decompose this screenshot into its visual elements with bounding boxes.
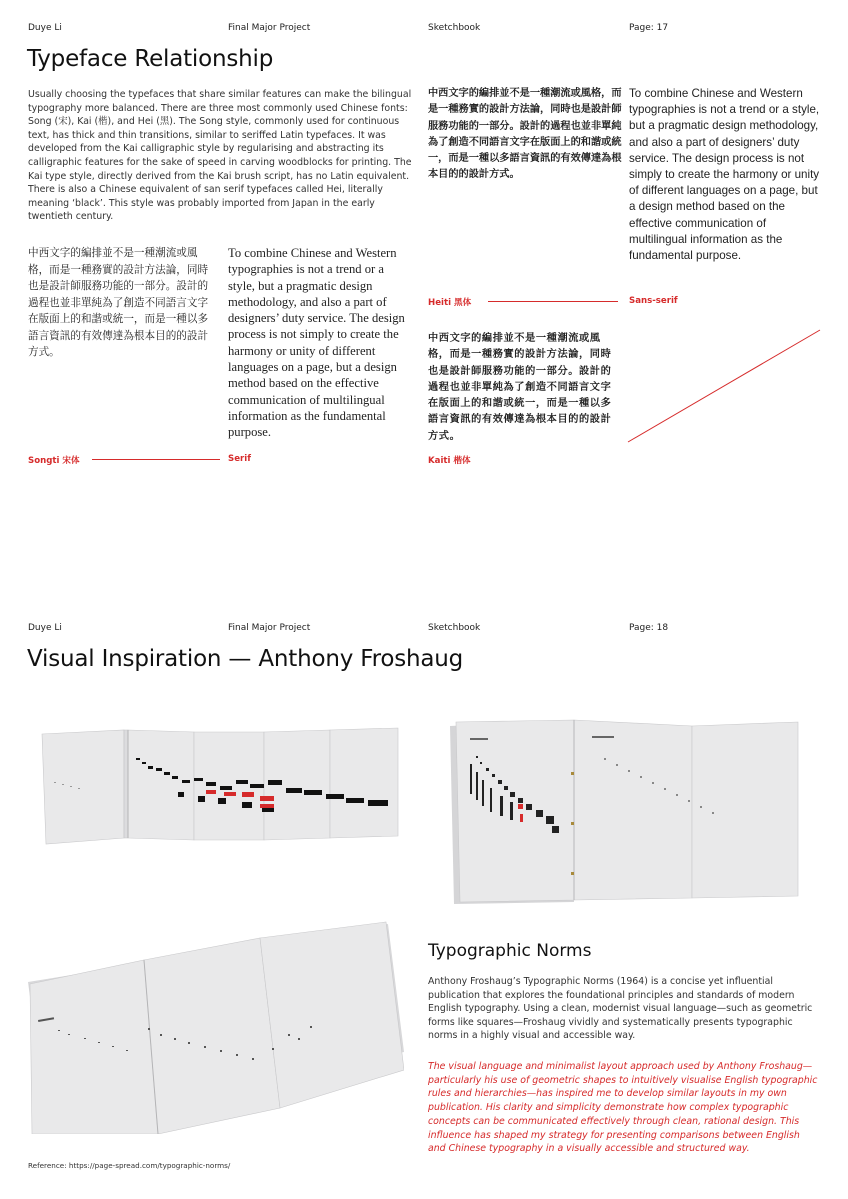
reflection-paragraph: The visual language and minimalist layout approach used by Anthony Froshaug—particularly his use of geometric shapes to intuitively visualise English typographic rules and hierarchies—has inspired me to develop similar layouts in my own publication. His clarity and simplicity demonstrate how complex typographic concepts can be communicated effectively through clean, rational design. This influence has shaped my strategy for presenting comparisons between English and Chinese typography in a visually accessible and structured way. xyxy=(428,1061,818,1155)
section-subtitle: Typographic Norms xyxy=(428,941,592,961)
kaiti-sample-text: 中西文字的編排並不是一種潮流或風格，而是一種務實的設計方法論，同時也是設計師服務功能的一部分。設計的過程也並非單純為了創造不同語言文字在版面上的和諧或統一，而是一種以多語言資訊的有效傳達為根本目的的設計方式。 xyxy=(428,332,612,442)
page-title: Typeface Relationship xyxy=(27,46,274,72)
sans-serif-label: Sans-serif xyxy=(629,296,678,306)
songti-serif-connector xyxy=(92,459,220,460)
header-book: Sketchbook xyxy=(428,23,481,33)
intro-paragraph: Usually choosing the typefaces that share similar features can make the bilingual typography more balanced. There are three most commonly used Chinese fonts: Song (宋), Kai (楷), and Hei (黑). The Song style, commonly used for continuous text, has thick and thin transitions, similar to seriffed Latin typefaces. It was developed from the Kai calligraphic style by regularising and abstracting its calligraphic features for the sake of speed in carving woodblocks for printing. The Kai type style, directly derived from the Kai brush script, has no Latin equivalent. There is also a Chinese equivalent of san serif typefaces called Hei, literally meaning ‘black’. This style was probably imported from Japan in the early twentieth century. xyxy=(28,89,412,223)
description-paragraph: Anthony Froshaug’s Typographic Norms (1964) is a concise yet influential publication that explores the foundational principles and standards of modern English typography. Using a clean, modernist visual language—such as geometric forms like squares—Froshaug vividly and systematically presents typographic norms in a highly visual and accessible way. xyxy=(428,976,813,1042)
froshaug-angled-spread-photo xyxy=(28,920,404,1134)
serif-sample-text: To combine Chinese and Western typographies is not a trend or a style, but a pragmatic design methodology, and also a part of designers’ duty service. The design process is not simply to create the harmony or unity of different languages on a page, but a design method based on the effective communication of multilingual information as the fundamental purpose. xyxy=(228,246,405,440)
header-author: Duye Li xyxy=(28,23,62,33)
songti-sample-text: 中西文字的編排並不是一種潮流或風格，而是一種務實的設計方法論，同時也是設計師服務功能的一部分。設計的過程也並非單純為了創造不同語言文字在版面上的和諧或統一，而是一種以多語言資訊的有效傳達為根本目的的設計方式。 xyxy=(28,247,209,358)
songti-label: Songti 宋体 xyxy=(28,456,80,466)
froshaug-book-spread-photo xyxy=(440,712,812,912)
froshaug-foldout-photo xyxy=(28,720,404,852)
header-page-number: Page: 18 xyxy=(629,623,669,633)
page-title: Visual Inspiration — Anthony Froshaug xyxy=(27,646,464,672)
serif-label: Serif xyxy=(228,454,251,464)
kaiti-label: Kaiti 楷体 xyxy=(428,456,471,466)
header-page-number: Page: 17 xyxy=(629,23,669,33)
no-equivalent-diagonal xyxy=(626,328,822,444)
heiti-label: Heiti 黑体 xyxy=(428,298,472,308)
header-book: Sketchbook xyxy=(428,623,481,633)
header-project: Final Major Project xyxy=(228,23,311,33)
header-project: Final Major Project xyxy=(228,623,311,633)
heiti-sans-connector xyxy=(488,301,618,302)
heiti-sample-text: 中西文字的編排並不是一種潮流或風格，而是一種務實的設計方法論，同時也是設計師服務功能的一部分。設計的過程也並非單純為了創造不同語言文字在版面上的和諧或統一，而是一種以多語言資訊的有效傳達為根本目的的設計方式。 xyxy=(428,88,622,181)
header-author: Duye Li xyxy=(28,623,62,633)
sans-sample-text: To combine Chinese and Western typographies is not a trend or a style, but a pragmatic design methodology, and also a part of designers’ duty service. The design process is not simply to create the harmony or unity of different languages on a page, but a design method based on the effective communication of multilingual information as the fundamental purpose. xyxy=(629,87,820,263)
reference-link: Reference: https://page-spread.com/typographic-norms/ xyxy=(28,1161,231,1170)
